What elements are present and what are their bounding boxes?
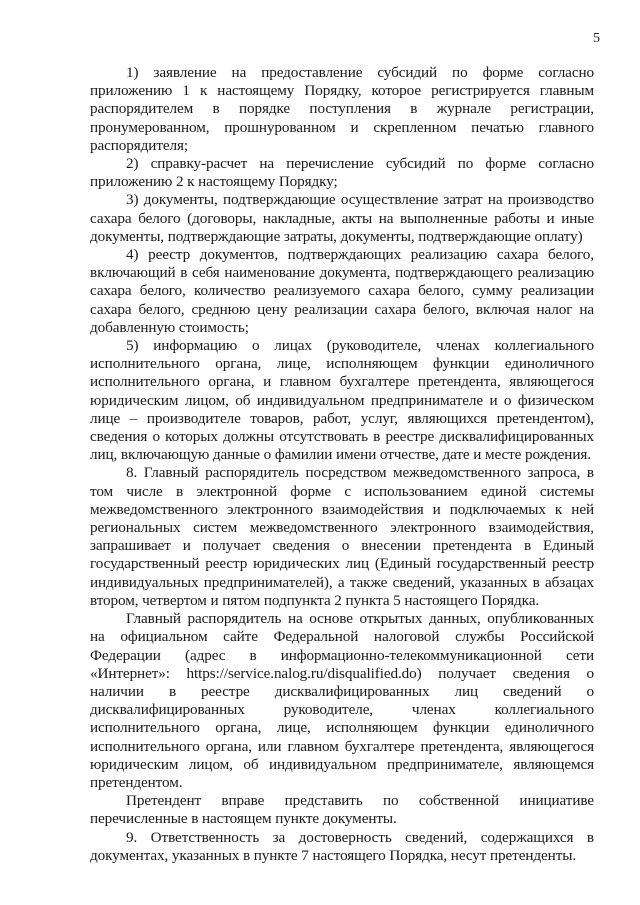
- paragraph-application: 1) заявление на предоставление субсидий по форме согласно приложению 1 к настоящему Порядку, которое регистрируется главным распорядителем в порядке поступления в журнале регистрации, пронумерованном, прошнурованном и скрепленном печатью главного распорядителя;: [90, 64, 594, 154]
- page-number: 5: [593, 31, 600, 46]
- paragraph-interagency-request: 8. Главный распорядитель посредством межведомственного запроса, в том числе в электронной форме с использованием единой системы межведомственного электронного взаимодействия и подключаемых к ней региональных систем межведомственного электронного взаимодействия, запрашивает и получает сведения о внесении претендента в Единый государственный реестр юридических лиц (Единый государственный реестр индивидуальных предпринимателей), а также сведений, указанных в абзацах втором, четвертом и пятом подпункта 2 пункта 5 настоящего Порядка.: [90, 464, 594, 609]
- paragraph-calculation-certificate: 2) справку-расчет на перечисление субсидий по форме согласно приложению 2 к настоящему Порядку;: [90, 155, 594, 191]
- paragraph-persons-information: 5) информацию о лицах (руководителе, членах коллегиального исполнительного органа, лице, исполняющем функции единоличного исполнительного органа, и главном бухгалтере претендента, являющегося юридическим лицом, об индивидуальном предпринимателе и о физическом лице – производителе товаров, работ, услуг, являющихся претендентом), сведения о которых должны отсутствовать в реестре дисквалифицированных лиц, включающую данные о фамилии имени отчестве, дате и месте рождения.: [90, 337, 594, 464]
- paragraph-cost-documents: 3) документы, подтверждающие осуществление затрат на производство сахара белого (договоры, накладные, акты на выполненные работы и иные документы, подтверждающие затраты, документы, подтверждающие оплату): [90, 191, 594, 245]
- paragraph-open-data: Главный распорядитель на основе открытых данных, опубликованных на официальном сайте Федеральной налоговой службы Российской Федерации (адрес в информационно-телекоммуникационной сети «Интернет»: https://service.nalog.ru/disqualified.do) получает сведения о наличии в реестре дисквалифицированных лиц сведений о дисквалифицированных руководителе, членах коллегиального исполнительного органа, лице, исполняющем функции единоличного исполнительного органа, или главном бухгалтере претендента, являющегося юридическим лицом, об индивидуальном предпринимателе, являющемся претендентом.: [90, 610, 594, 791]
- paragraph-applicant-right: Претендент вправе представить по собственной инициативе перечисленные в настоящем пункте документы.: [90, 792, 594, 828]
- paragraph-responsibility: 9. Ответственность за достоверность сведений, содержащихся в документах, указанных в пункте 7 настоящего Порядка, несут претенденты.: [90, 828, 594, 864]
- paragraph-sales-register: 4) реестр документов, подтверждающих реализацию сахара белого, включающий в себя наименование документа, подтверждающего реализацию сахара белого, количество реализуемого сахара белого, сумму реализации сахара белого, среднюю цену реализации сахара белого, включая налог на добавленную стоимость;: [90, 246, 594, 336]
- document-body: [90, 64, 594, 865]
